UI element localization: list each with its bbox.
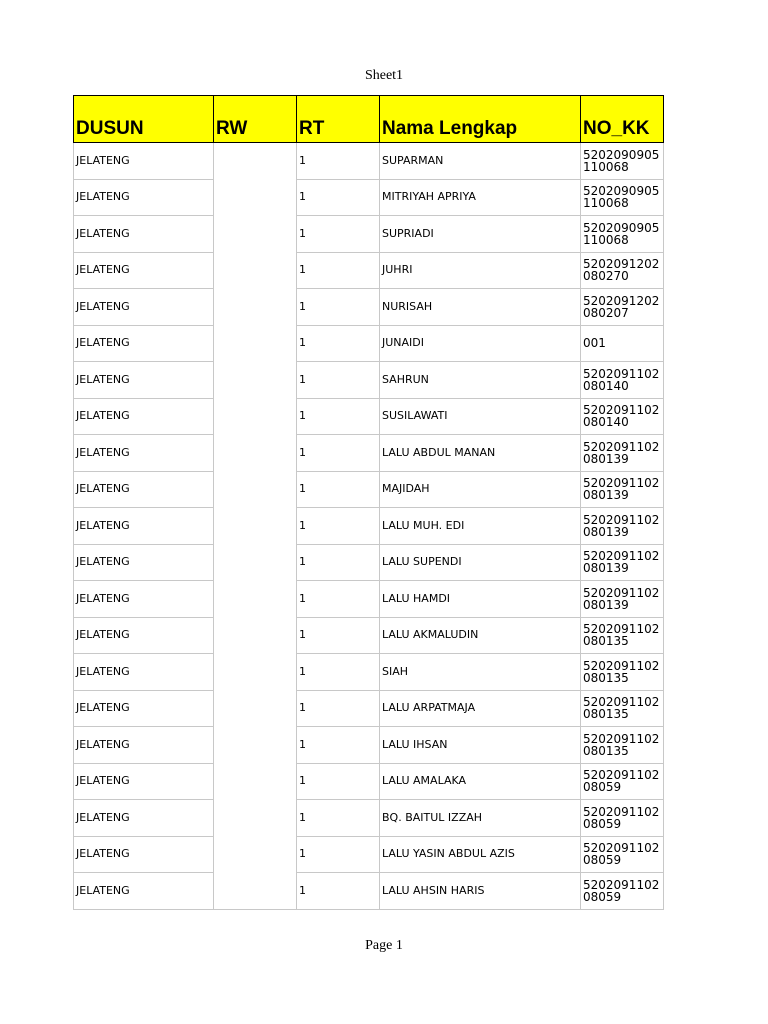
header-nama-lengkap: Nama Lengkap: [380, 96, 581, 143]
cell-dusun: JELATENG: [74, 216, 214, 253]
cell-no-kk: 5202091102080135: [581, 727, 664, 764]
cell-nama-lengkap: LALU MUH. EDI: [380, 508, 581, 545]
cell-nama-lengkap: LALU ABDUL MANAN: [380, 435, 581, 472]
cell-no-kk: 5202091102080135: [581, 690, 664, 727]
cell-dusun: JELATENG: [74, 800, 214, 837]
cell-dusun: JELATENG: [74, 727, 214, 764]
cell-rt: 1: [297, 836, 380, 873]
table-row: [74, 836, 664, 873]
cell-nama-lengkap: LALU YASIN ABDUL AZIS: [380, 836, 581, 873]
cell-rw: [214, 325, 297, 362]
cell-dusun: JELATENG: [74, 836, 214, 873]
cell-dusun: JELATENG: [74, 690, 214, 727]
cell-rt: 1: [297, 581, 380, 618]
cell-rw: [214, 690, 297, 727]
cell-dusun: JELATENG: [74, 179, 214, 216]
table-row: [74, 581, 664, 618]
cell-nama-lengkap: LALU AMALAKA: [380, 763, 581, 800]
cell-dusun: JELATENG: [74, 617, 214, 654]
cell-nama-lengkap: MITRIYAH APRIYA: [380, 179, 581, 216]
cell-no-kk: 5202091102080139: [581, 508, 664, 545]
table-row: [74, 654, 664, 691]
cell-nama-lengkap: LALU IHSAN: [380, 727, 581, 764]
table-row: [74, 216, 664, 253]
table-row: [74, 325, 664, 362]
table-row: [74, 362, 664, 399]
page-footer: Page 1: [365, 938, 403, 953]
cell-rw: [214, 544, 297, 581]
cell-no-kk: 5202091102080135: [581, 617, 664, 654]
cell-rw: [214, 581, 297, 618]
table-row: [74, 800, 664, 837]
cell-dusun: JELATENG: [74, 252, 214, 289]
cell-rt: 1: [297, 143, 380, 180]
cell-nama-lengkap: LALU HAMDI: [380, 581, 581, 618]
cell-rt: 1: [297, 763, 380, 800]
cell-rw: [214, 216, 297, 253]
cell-rw: [214, 252, 297, 289]
cell-rt: 1: [297, 690, 380, 727]
cell-rt: 1: [297, 800, 380, 837]
table-row: [74, 143, 664, 180]
cell-no-kk: 5202091102080140: [581, 362, 664, 399]
cell-no-kk: 5202091202080207: [581, 289, 664, 326]
cell-rw: [214, 800, 297, 837]
table-row: [74, 179, 664, 216]
table-row: [74, 508, 664, 545]
cell-rt: 1: [297, 727, 380, 764]
cell-rw: [214, 617, 297, 654]
cell-rt: 1: [297, 179, 380, 216]
cell-rt: 1: [297, 654, 380, 691]
cell-dusun: JELATENG: [74, 435, 214, 472]
table-row: [74, 727, 664, 764]
table-row: [74, 763, 664, 800]
cell-rt: 1: [297, 325, 380, 362]
cell-rt: 1: [297, 289, 380, 326]
cell-rw: [214, 654, 297, 691]
table-row: [74, 471, 664, 508]
cell-no-kk: 5202091102080135: [581, 654, 664, 691]
cell-no-kk: 5202091102080139: [581, 544, 664, 581]
table-body: [74, 143, 664, 910]
cell-rt: 1: [297, 508, 380, 545]
cell-no-kk: 5202091102080139: [581, 471, 664, 508]
header-rw: RW: [214, 96, 297, 143]
cell-rt: 1: [297, 617, 380, 654]
cell-nama-lengkap: NURISAH: [380, 289, 581, 326]
cell-rw: [214, 873, 297, 910]
sheet-title: Sheet1: [364, 68, 404, 83]
cell-nama-lengkap: SAHRUN: [380, 362, 581, 399]
data-table: [73, 95, 664, 910]
cell-nama-lengkap: JUHRI: [380, 252, 581, 289]
cell-rw: [214, 143, 297, 180]
cell-no-kk: 520209110208059: [581, 873, 664, 910]
cell-no-kk: 5202091102080140: [581, 398, 664, 435]
cell-nama-lengkap: LALU AKMALUDIN: [380, 617, 581, 654]
cell-nama-lengkap: BQ. BAITUL IZZAH: [380, 800, 581, 837]
table-row: [74, 544, 664, 581]
cell-dusun: JELATENG: [74, 362, 214, 399]
header-dusun: DUSUN: [74, 96, 214, 143]
cell-no-kk: 5202091102080139: [581, 581, 664, 618]
cell-nama-lengkap: JUNAIDI: [380, 325, 581, 362]
cell-nama-lengkap: SUPRIADI: [380, 216, 581, 253]
cell-dusun: JELATENG: [74, 763, 214, 800]
table-row: [74, 617, 664, 654]
table-row: [74, 398, 664, 435]
cell-nama-lengkap: SUSILAWATI: [380, 398, 581, 435]
cell-no-kk: 5202091202080270: [581, 252, 664, 289]
cell-rw: [214, 727, 297, 764]
cell-nama-lengkap: LALU SUPENDI: [380, 544, 581, 581]
cell-rw: [214, 836, 297, 873]
cell-dusun: JELATENG: [74, 471, 214, 508]
cell-no-kk: 520209110208059: [581, 800, 664, 837]
cell-rw: [214, 471, 297, 508]
cell-dusun: JELATENG: [74, 325, 214, 362]
cell-dusun: JELATENG: [74, 873, 214, 910]
cell-dusun: JELATENG: [74, 398, 214, 435]
cell-no-kk: 520209110208059: [581, 763, 664, 800]
cell-nama-lengkap: MAJIDAH: [380, 471, 581, 508]
table-row: [74, 289, 664, 326]
cell-rt: 1: [297, 435, 380, 472]
cell-no-kk: 001: [581, 325, 664, 362]
cell-no-kk: 5202090905110068: [581, 216, 664, 253]
cell-rw: [214, 763, 297, 800]
cell-rt: 1: [297, 398, 380, 435]
cell-nama-lengkap: SUPARMAN: [380, 143, 581, 180]
cell-rw: [214, 435, 297, 472]
cell-rt: 1: [297, 544, 380, 581]
cell-rw: [214, 508, 297, 545]
cell-no-kk: 5202091102080139: [581, 435, 664, 472]
header-no-kk: NO_KK: [581, 96, 664, 143]
cell-rw: [214, 179, 297, 216]
header-rt: RT: [297, 96, 380, 143]
cell-rt: 1: [297, 471, 380, 508]
cell-dusun: JELATENG: [74, 581, 214, 618]
cell-rw: [214, 398, 297, 435]
table-row: [74, 252, 664, 289]
cell-rt: 1: [297, 362, 380, 399]
cell-dusun: JELATENG: [74, 143, 214, 180]
cell-rt: 1: [297, 216, 380, 253]
cell-dusun: JELATENG: [74, 508, 214, 545]
table-row: [74, 690, 664, 727]
cell-nama-lengkap: LALU AHSIN HARIS: [380, 873, 581, 910]
cell-rt: 1: [297, 252, 380, 289]
cell-rt: 1: [297, 873, 380, 910]
cell-no-kk: 5202090905110068: [581, 179, 664, 216]
cell-rw: [214, 289, 297, 326]
cell-no-kk: 520209110208059: [581, 836, 664, 873]
cell-dusun: JELATENG: [74, 654, 214, 691]
cell-dusun: JELATENG: [74, 544, 214, 581]
cell-no-kk: 5202090905110068: [581, 143, 664, 180]
cell-nama-lengkap: SIAH: [380, 654, 581, 691]
header-row: [74, 96, 664, 143]
table-row: [74, 435, 664, 472]
cell-nama-lengkap: LALU ARPATMAJA: [380, 690, 581, 727]
cell-dusun: JELATENG: [74, 289, 214, 326]
table-row: [74, 873, 664, 910]
cell-rw: [214, 362, 297, 399]
